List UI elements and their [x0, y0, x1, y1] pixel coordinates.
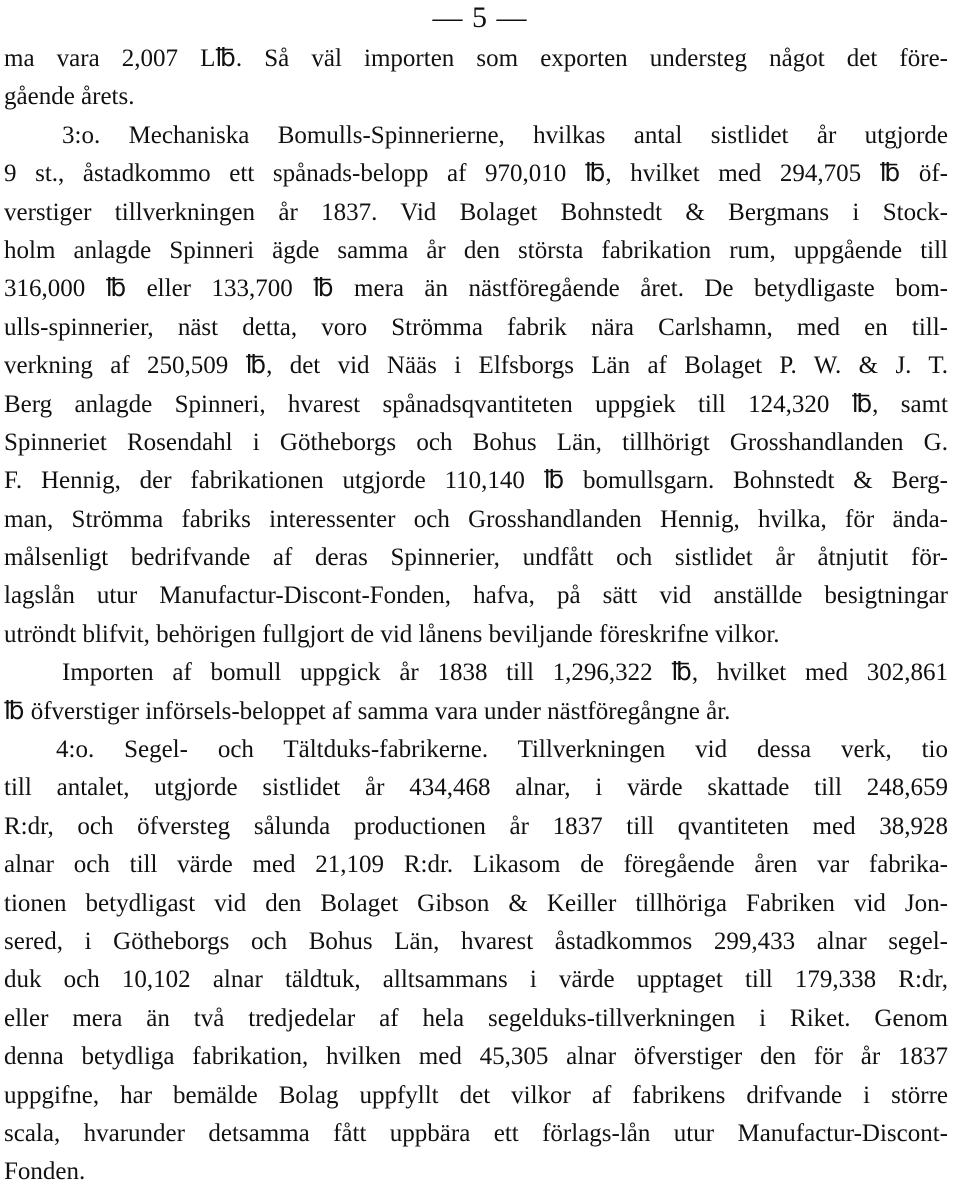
text-line: till antalet, utgjorde sistlidet år 434,468 alnar, i värde skattade till 248,659	[4, 774, 948, 802]
text-line: gående årets.	[4, 83, 135, 111]
body-text	[4, 40, 948, 1192]
text-line: duk och 10,102 alnar täldtuk, alltsammans i värde upptaget till 179,338 R:dr,	[4, 966, 948, 994]
text-line: Spinneriet Rosendahl i Götheborgs och Bohus Län, tillhörigt Grosshandlanden G.	[4, 428, 948, 456]
text-line: scala, hvarunder detsamma fått uppbära ett förlags-lån utur Manufactur-Discont-	[4, 1119, 948, 1147]
text-line: ma vara 2,007 L℔. Så väl importen som exporten understeg något det före-	[4, 45, 948, 72]
text-line: alnar och till värde med 21,109 R:dr. Likasom de föregående åren var fabrika-	[4, 851, 948, 879]
text-line: sered, i Götheborgs och Bohus Län, hvarest åstadkommos 299,433 alnar segel-	[4, 927, 948, 955]
text-line: 3:o. Mechaniska Bomulls-Spinnerierne, hvilkas antal sistlidet år utgjorde	[62, 121, 948, 149]
text-line: F. Hennig, der fabrikationen utgjorde 110,140 ℔ bomullsgarn. Bohnstedt & Berg-	[4, 467, 948, 495]
text-line: lagslån utur Manufactur-Discont-Fonden, hafva, på sätt vid anställde besigtningar	[4, 582, 948, 610]
text-line: Importen af bomull uppgick år 1838 till 1,296,322 ℔, hvilket med 302,861	[62, 659, 948, 687]
text-line: ulls-spinnerier, näst detta, voro Strömma fabrik nära Carlshamn, med en till-	[4, 313, 948, 341]
text-line: denna betydliga fabrikation, hvilken med 45,305 alnar öfverstiger den för år 1837	[4, 1043, 948, 1071]
text-line: 9 st., åstadkommo ett spånads-belopp af 970,010 ℔, hvilket med 294,705 ℔ öf-	[4, 160, 948, 188]
page-number: — 5 —	[432, 1, 528, 34]
text-line: holm anlagde Spinneri ägde samma år den största fabrikation rum, uppgående till	[4, 236, 948, 264]
text-line: 4:o. Segel- och Tältduks-fabrikerne. Tillverkningen vid dessa verk, tio	[56, 736, 948, 764]
text-line: Berg anlagde Spinneri, hvarest spånadsqvantiteten uppgiek till 124,320 ℔, samt	[4, 390, 948, 418]
text-line: 316,000 ℔ eller 133,700 ℔ mera än nästföregående året. De betydligaste bom-	[4, 275, 948, 303]
text-line: utröndt blifvit, behörigen fullgjort de vid lånens beviljande föreskrifne vilkor.	[4, 620, 780, 648]
text-line: målsenligt bedrifvande af deras Spinnerier, undfått och sistlidet år åtnjutit för-	[4, 544, 948, 572]
text-line: Fonden.	[4, 1158, 86, 1186]
text-line: uppgifne, har bemälde Bolag uppfyllt det vilkor af fabrikens drifvande i större	[4, 1081, 948, 1109]
text-line: verstiger tillverkningen år 1837. Vid Bolaget Bohnstedt & Bergmans i Stock-	[4, 198, 948, 226]
text-line: tionen betydligast vid den Bolaget Gibson & Keiller tillhöriga Fabriken vid Jon-	[4, 889, 948, 917]
text-line: eller mera än två tredjedelar af hela segelduks-tillverkningen i Riket. Genom	[4, 1004, 948, 1032]
text-line: man, Strömma fabriks interessenter och Grosshandlanden Hennig, hvilka, för ända-	[4, 505, 948, 533]
text-line: R:dr, och öfversteg sålunda productionen år 1837 till qvantiteten med 38,928	[4, 812, 948, 840]
text-line: verkning af 250,509 ℔, det vid Nääs i Elfsborgs Län af Bolaget P. W. & J. T.	[4, 352, 948, 380]
text-line: ℔ öfverstiger införsels-beloppet af samma vara under nästföregångne år.	[4, 697, 731, 725]
